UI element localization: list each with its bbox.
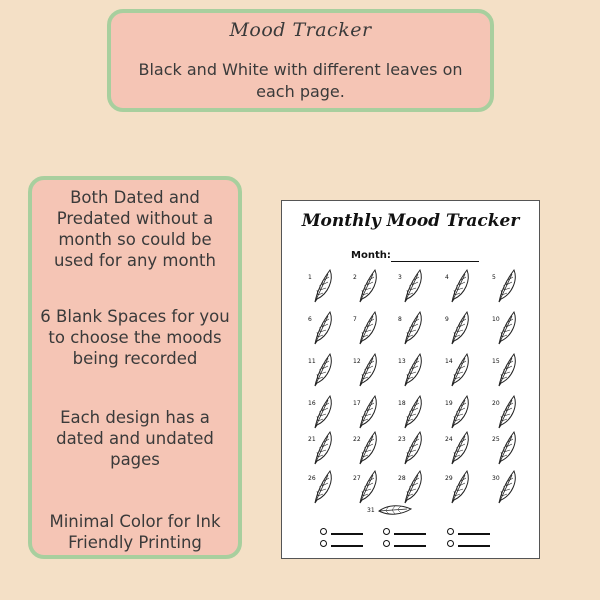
day-cell [308,469,338,509]
day-cell [492,394,522,434]
day-cell [308,352,338,392]
leaf-icon [449,268,471,304]
day-number: 29 [445,475,453,482]
mood-blank-line [394,533,426,535]
leaf-icon [312,430,334,466]
product-description: Black and White with different leaves on each page. [138,60,463,101]
leaf-icon [496,310,518,346]
day-number: 21 [308,436,316,443]
day-number: 27 [353,475,361,482]
leaf-icon [377,503,413,517]
day-cell [353,430,383,470]
day-cell [353,268,383,308]
day-number: 3 [398,274,402,281]
day-cell [445,310,475,350]
month-label: Month: [351,250,391,261]
day-number: 19 [445,400,453,407]
day-cell [308,310,338,350]
day-cell [492,310,522,350]
mood-circle-icon [383,528,390,535]
day-cell [492,268,522,308]
leaf-icon [357,430,379,466]
day-number: 16 [308,400,316,407]
day-cell [445,352,475,392]
day-cell [445,430,475,470]
day-cell [445,394,475,434]
day-cell [492,352,522,392]
day-number: 14 [445,358,453,365]
feature-blank-spaces: 6 Blank Spaces for you to choose the moods being recorded [40,307,230,368]
day-number: 31 [367,507,375,514]
leaf-icon [449,310,471,346]
leaf-icon [312,268,334,304]
day-number: 23 [398,436,406,443]
day-number: 25 [492,436,500,443]
leaf-icon [402,352,424,388]
mood-blank-line [458,545,490,547]
day-number: 12 [353,358,361,365]
day-number: 1 [308,274,312,281]
day-number: 26 [308,475,316,482]
leaf-icon [496,268,518,304]
day-number: 30 [492,475,500,482]
day-number: 20 [492,400,500,407]
day-number: 17 [353,400,361,407]
tracker-preview-page [281,200,540,559]
leaf-icon [357,352,379,388]
leaf-icon [449,469,471,505]
feature-ink-friendly: Minimal Color for Ink Friendly Printing [49,512,221,552]
day-cell [353,394,383,434]
day-number: 5 [492,274,496,281]
day-cell [445,469,475,509]
leaf-icon [402,394,424,430]
leaf-icon [402,268,424,304]
day-cell [353,352,383,392]
mood-legend-slot [383,540,433,566]
day-number: 10 [492,316,500,323]
leaf-icon [449,430,471,466]
title-card [107,9,494,112]
leaf-icon [357,394,379,430]
leaf-icon [357,268,379,304]
mood-legend-slot [447,540,497,566]
day-cell [398,268,428,308]
mood-circle-icon [383,540,390,547]
mood-blank-line [331,545,363,547]
mood-circle-icon [447,540,454,547]
leaf-icon [312,394,334,430]
leaf-icon [402,310,424,346]
leaf-icon [402,430,424,466]
leaf-icon [312,352,334,388]
leaf-icon [312,469,334,505]
preview-title: Monthly Mood Tracker [301,211,520,231]
leaf-icon [312,310,334,346]
product-title: Mood Tracker [229,19,372,41]
leaf-icon [449,394,471,430]
day-number: 6 [308,316,312,323]
features-card [28,176,242,559]
mood-circle-icon [320,528,327,535]
day-cell [398,352,428,392]
day-number: 7 [353,316,357,323]
day-cell [398,430,428,470]
leaf-icon [357,310,379,346]
leaf-icon [496,469,518,505]
feature-designs: Each design has a dated and undated pages [56,408,214,469]
mood-circle-icon [447,528,454,535]
day-number: 22 [353,436,361,443]
day-cell [353,310,383,350]
day-cell [492,469,522,509]
mood-blank-line [458,533,490,535]
feature-dated: Both Dated and Predated without a month so could be used for any month [54,188,216,270]
leaf-icon [496,352,518,388]
day-cell [445,268,475,308]
day-number: 8 [398,316,402,323]
leaf-icon [496,394,518,430]
mood-legend-slot [320,540,370,566]
day-cell [308,394,338,434]
day-cell [308,430,338,470]
month-blank-line [391,261,479,262]
day-number: 15 [492,358,500,365]
day-number: 28 [398,475,406,482]
day-number: 2 [353,274,357,281]
leaf-icon [449,352,471,388]
day-cell [308,268,338,308]
mood-circle-icon [320,540,327,547]
day-cell [398,394,428,434]
day-cell [398,310,428,350]
mood-blank-line [394,545,426,547]
day-number: 4 [445,274,449,281]
mood-blank-line [331,533,363,535]
day-cell [492,430,522,470]
day-number: 18 [398,400,406,407]
day-number: 13 [398,358,406,365]
leaf-icon [496,430,518,466]
leaf-icon [402,469,424,505]
day-number: 24 [445,436,453,443]
day-number: 11 [308,358,316,365]
leaf-icon [357,469,379,505]
day-number: 9 [445,316,449,323]
